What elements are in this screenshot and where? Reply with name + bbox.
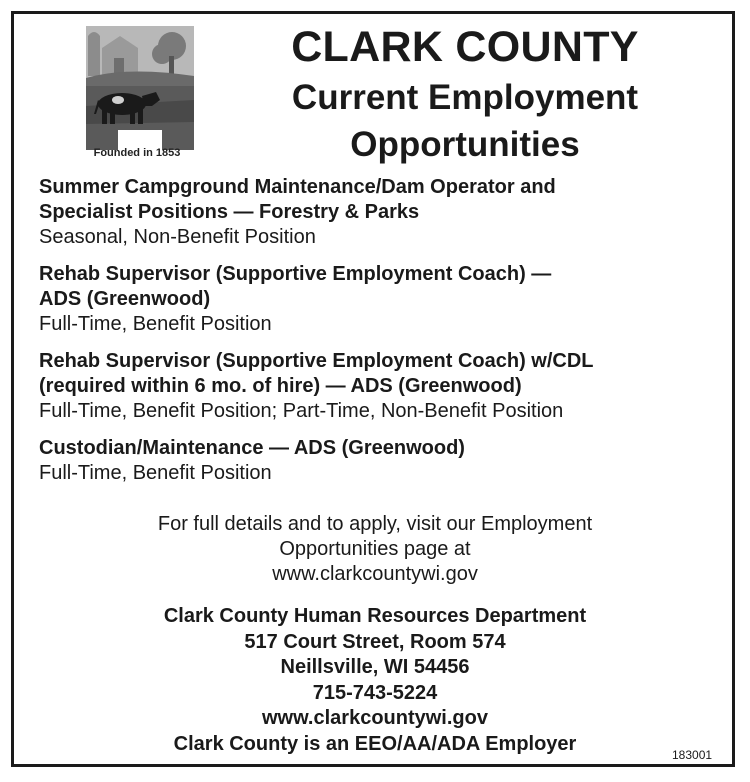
job-title: Specialist Positions — Forestry & Parks (39, 201, 420, 223)
ad-heading-line1: Current Employment (291, 78, 639, 117)
ad-number: 183001 (672, 748, 713, 762)
contact-department: Clark County Human Resources Department (163, 605, 587, 627)
job-title: Summer Campground Maintenance/Dam Operator and (39, 176, 556, 198)
contact-phone: 715-743-5224 (312, 681, 438, 704)
apply-line: Opportunities page at (279, 538, 471, 560)
contact-block (60, 604, 690, 757)
job-listing (39, 436, 729, 486)
county-title: CLARK COUNTY (291, 23, 639, 71)
job-type: Full-Time, Benefit Position; Part-Time, Non-Benefit Position (39, 400, 564, 422)
contact-website: www.clarkcountywi.gov (262, 707, 488, 729)
job-title: Custodian/Maintenance — ADS (Greenwood) (39, 437, 465, 459)
founded-caption: Founded in 1853 (93, 147, 181, 159)
job-title: ADS (Greenwood) (39, 288, 211, 310)
apply-line: For full details and to apply, visit our Employment (157, 513, 593, 535)
job-title: Rehab Supervisor (Supportive Employment Coach) — (39, 263, 552, 285)
apply-url: www.clarkcountywi.gov (272, 563, 478, 585)
job-type: Full-Time, Benefit Position (39, 462, 272, 484)
job-type: Full-Time, Benefit Position (39, 313, 272, 335)
ad-heading-line2: Opportunities (350, 125, 580, 164)
job-type: Seasonal, Non-Benefit Position (39, 226, 316, 248)
contact-street: 517 Court Street, Room 574 (244, 630, 506, 653)
job-listing (39, 349, 729, 424)
job-title: Rehab Supervisor (Supportive Employment Coach) w/CDL (39, 350, 594, 372)
job-listing (39, 262, 729, 337)
job-title: (required within 6 mo. of hire) — ADS (Greenwood) (39, 375, 522, 397)
contact-city: Neillsville, WI 54456 (280, 656, 470, 678)
job-listing (39, 175, 729, 250)
job-list (39, 175, 729, 498)
apply-instructions (60, 512, 690, 587)
eeo-statement: Clark County is an EEO/AA/ADA Employer (173, 732, 577, 755)
